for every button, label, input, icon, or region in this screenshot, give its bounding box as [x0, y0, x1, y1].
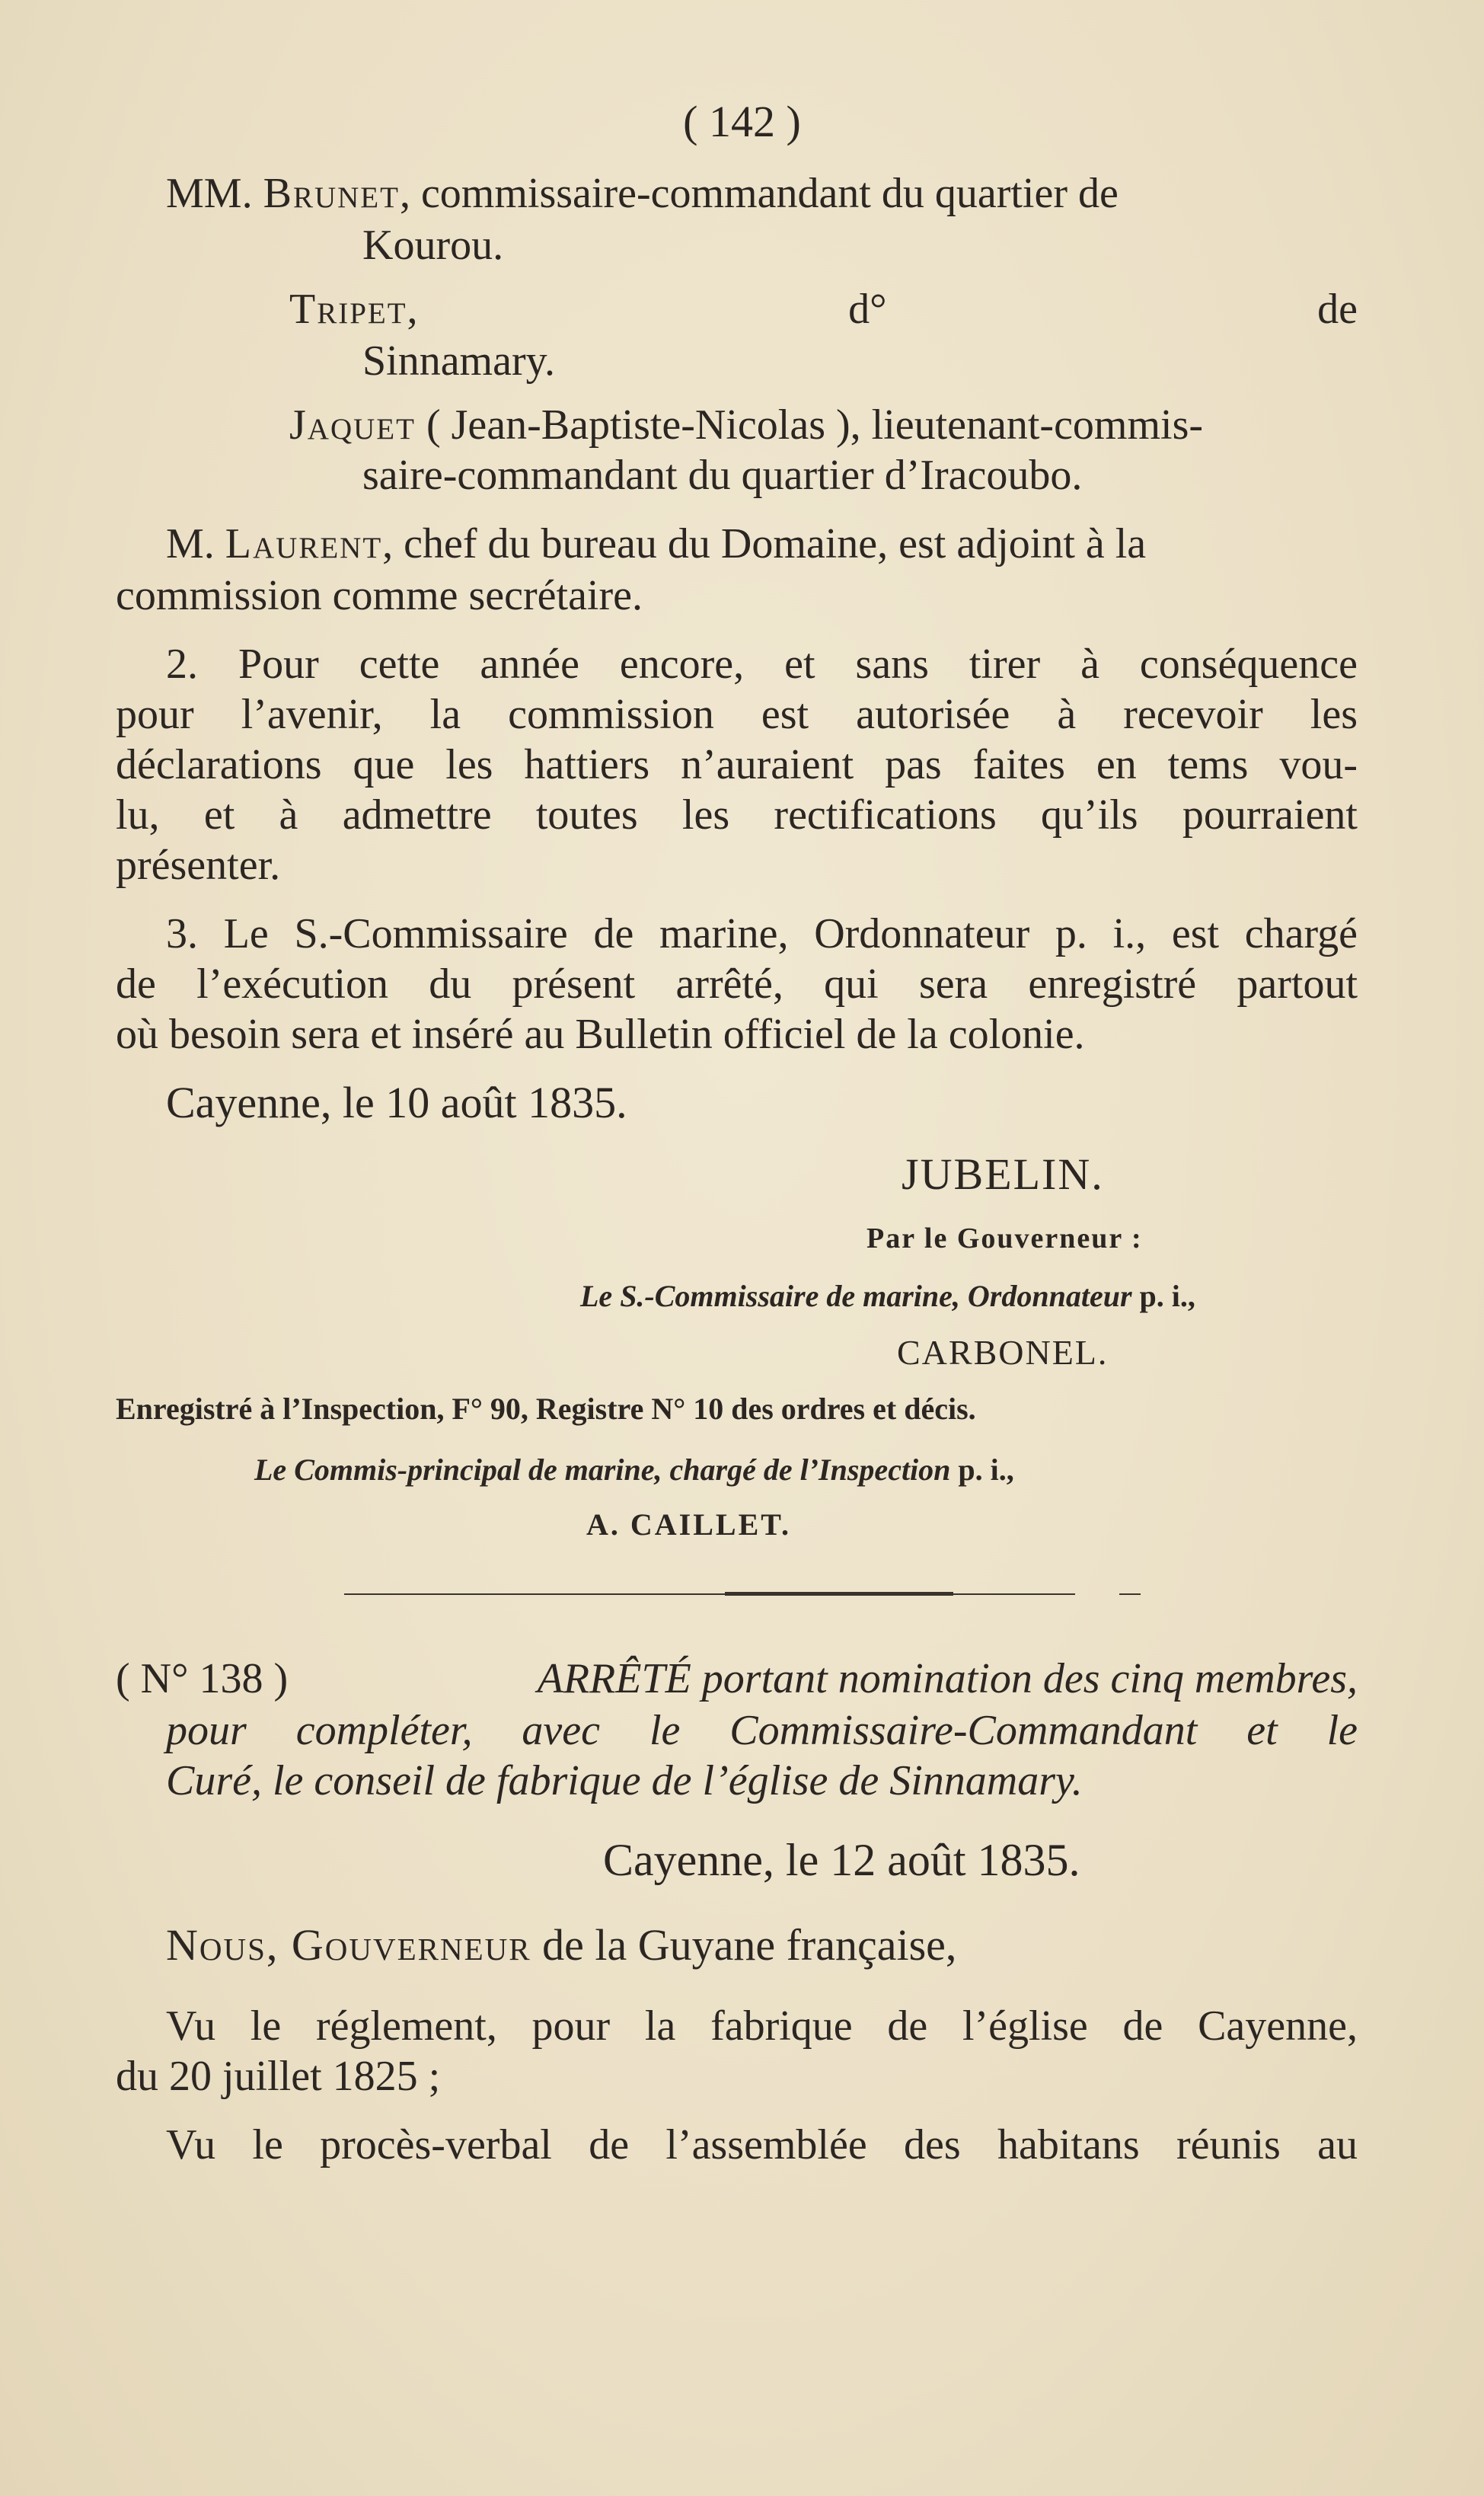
governor-name: JUBELIN. — [902, 1149, 1104, 1199]
tripet-sep: , — [407, 286, 418, 333]
separator-rule-left — [344, 1593, 725, 1595]
article2-line-3: déclarations que les hattiers n’auraient pas faites en tems vou- — [116, 741, 1358, 788]
ditto-mark: d° — [848, 286, 887, 333]
name-jaquet: Jaquet — [289, 401, 416, 449]
name-brunet: Brunet — [263, 170, 400, 217]
member-line-tripet — [289, 285, 1358, 334]
laurent-role: , chef du bureau du Domaine, est adjoint à la — [382, 520, 1147, 567]
laurent-line-2: commission comme secrétaire. — [116, 572, 643, 619]
arrete-date: Cayenne, le 12 août 1835. — [603, 1835, 1080, 1885]
arrete-title-line-3: Curé, le conseil de fabrique de l’église de Sinnamary. — [166, 1757, 1083, 1804]
mm-prefix: MM. — [166, 170, 253, 217]
article2-line-4: lu, et à admettre toutes les rectifications qu’ils pourraient — [116, 791, 1358, 839]
brunet-role: , commissaire-commandant du quartier de — [399, 170, 1119, 217]
nous-line — [166, 1921, 956, 1970]
arrete-title-1: ARRÊTÉ portant nomination des cinq membres, — [537, 1655, 1358, 1702]
commissaire-line — [580, 1272, 1195, 1321]
article2-line-2: pour l’avenir, la commission est autorisée à recevoir les — [116, 691, 1358, 738]
arrete-number: ( N° 138 ) — [116, 1655, 289, 1702]
signature-date: Cayenne, le 10 août 1835. — [166, 1078, 627, 1127]
page-number: ( 142 ) — [683, 97, 801, 146]
nous-gouverneur: Nous, Gouverneur — [166, 1920, 531, 1970]
arrete-title-line-1 — [116, 1654, 1358, 1703]
article3-line-1: 3. Le S.-Commissaire de marine, Ordonnateur p. i., est chargé — [166, 910, 1358, 957]
nous-rest: de la Guyane française, — [542, 1920, 957, 1970]
vu2-line: Vu le procès-verbal de l’assemblée des habitans réunis au — [166, 2121, 1358, 2168]
vu1-line-2: du 20 juillet 1825 ; — [116, 2053, 441, 2100]
name-tripet: Tripet — [289, 286, 407, 333]
commissaire-name: CARBONEL. — [897, 1333, 1109, 1372]
article2-line-1: 2. Pour cette année encore, et sans tirer à conséquence — [166, 641, 1358, 688]
commis-title: Le Commis-principal de marine, chargé de l’Inspection — [254, 1453, 951, 1487]
member-line-kourou: Kourou. — [362, 222, 504, 269]
par-le-gouverneur: Par le Gouverneur : — [866, 1222, 1143, 1254]
article3-line-2: de l’exécution du présent arrêté, qui sera enregistré partout — [116, 960, 1358, 1008]
tripet-de: de — [1317, 286, 1358, 333]
enregistre-line: Enregistré à l’Inspection, F° 90, Registre N° 10 des ordres et décis. — [116, 1392, 976, 1426]
member-line-jaquet — [289, 401, 1358, 449]
jaquet-role: ( Jean-Baptiste-Nicolas ), lieutenant-commis- — [426, 401, 1204, 449]
member-line-iracoubo: saire-commandant du quartier d’Iracoubo. — [362, 452, 1083, 499]
commis-suffix: p. i., — [958, 1453, 1014, 1487]
separator-rule-right — [953, 1593, 1075, 1595]
commis-line — [254, 1446, 1014, 1494]
separator-rule-tail — [1119, 1593, 1141, 1595]
commis-name: A. CAILLET. — [586, 1507, 791, 1542]
member-line-brunet — [166, 169, 1358, 218]
arrete-title-line-2: pour compléter, avec le Commissaire-Commandant et le — [166, 1707, 1358, 1754]
article2-line-5: présenter. — [116, 842, 281, 889]
m-prefix: M. — [166, 520, 215, 567]
laurent-line-1 — [166, 519, 1358, 568]
separator-rule-center — [725, 1592, 953, 1596]
article3-line-3: où besoin sera et inséré au Bulletin officiel de la colonie. — [116, 1011, 1085, 1058]
commissaire-suffix: p. i., — [1139, 1279, 1195, 1313]
vu1-line-1: Vu le réglement, pour la fabrique de l’église de Cayenne, — [166, 2002, 1358, 2050]
member-line-sinnamary: Sinnamary. — [362, 337, 555, 385]
commissaire-title: Le S.-Commissaire de marine, Ordonnateur — [580, 1279, 1132, 1313]
name-laurent: Laurent — [225, 520, 383, 567]
